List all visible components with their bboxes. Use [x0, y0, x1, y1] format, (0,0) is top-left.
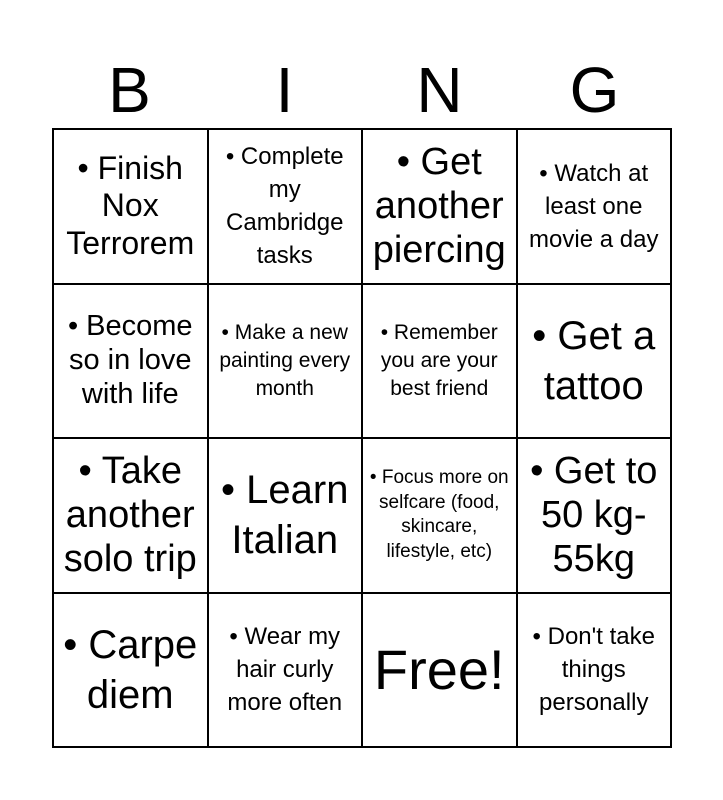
cell-text: • Take another solo trip — [63, 449, 197, 581]
bingo-header — [52, 52, 672, 128]
bingo-cell[interactable] — [363, 439, 518, 594]
cell-text: • Learn Italian — [221, 468, 349, 563]
cell-text: • Become so in love with life — [67, 309, 193, 410]
bingo-cell[interactable] — [518, 439, 673, 594]
cell-text: Free! — [373, 637, 505, 701]
cell-text: • Get a tattoo — [532, 313, 656, 408]
cell-text: • Wear my hair curly more often — [227, 623, 343, 717]
header-letter-i: I — [275, 54, 294, 126]
bingo-grid — [52, 128, 672, 748]
cell-text: • Get another piercing — [372, 140, 506, 272]
cell-text: • Focus more on selfcare (food, skincare, lifestyle, etc) — [369, 466, 509, 562]
bingo-cell[interactable] — [518, 594, 673, 749]
bingo-cell[interactable] — [54, 130, 209, 285]
free-cell[interactable] — [363, 594, 518, 749]
cell-text: • Remember you are your best friend — [380, 321, 498, 400]
bingo-cell[interactable] — [363, 130, 518, 285]
cell-text: • Don't take things personally — [532, 623, 655, 717]
cell-text: • Watch at least one movie a day — [529, 159, 659, 253]
cell-text: • Finish Nox Terrorem — [66, 149, 195, 262]
cell-text: • Complete my Cambridge tasks — [225, 143, 344, 270]
header-letter-b: B — [108, 54, 151, 126]
cell-text: • Carpe diem — [63, 622, 198, 717]
bingo-cell[interactable] — [209, 130, 364, 285]
bingo-cell[interactable] — [518, 285, 673, 440]
bingo-cell[interactable] — [209, 285, 364, 440]
bingo-cell[interactable] — [54, 439, 209, 594]
bingo-cell[interactable] — [54, 594, 209, 749]
bingo-cell[interactable] — [54, 285, 209, 440]
bingo-cell[interactable] — [518, 130, 673, 285]
header-letter-n: N — [416, 54, 463, 126]
bingo-cell[interactable] — [209, 439, 364, 594]
bingo-cell[interactable] — [209, 594, 364, 749]
cell-text: • Make a new painting every month — [219, 321, 351, 400]
cell-text: • Get to 50 kg-55kg — [530, 449, 658, 581]
bingo-cell[interactable] — [363, 285, 518, 440]
header-letter-g: G — [569, 54, 620, 126]
